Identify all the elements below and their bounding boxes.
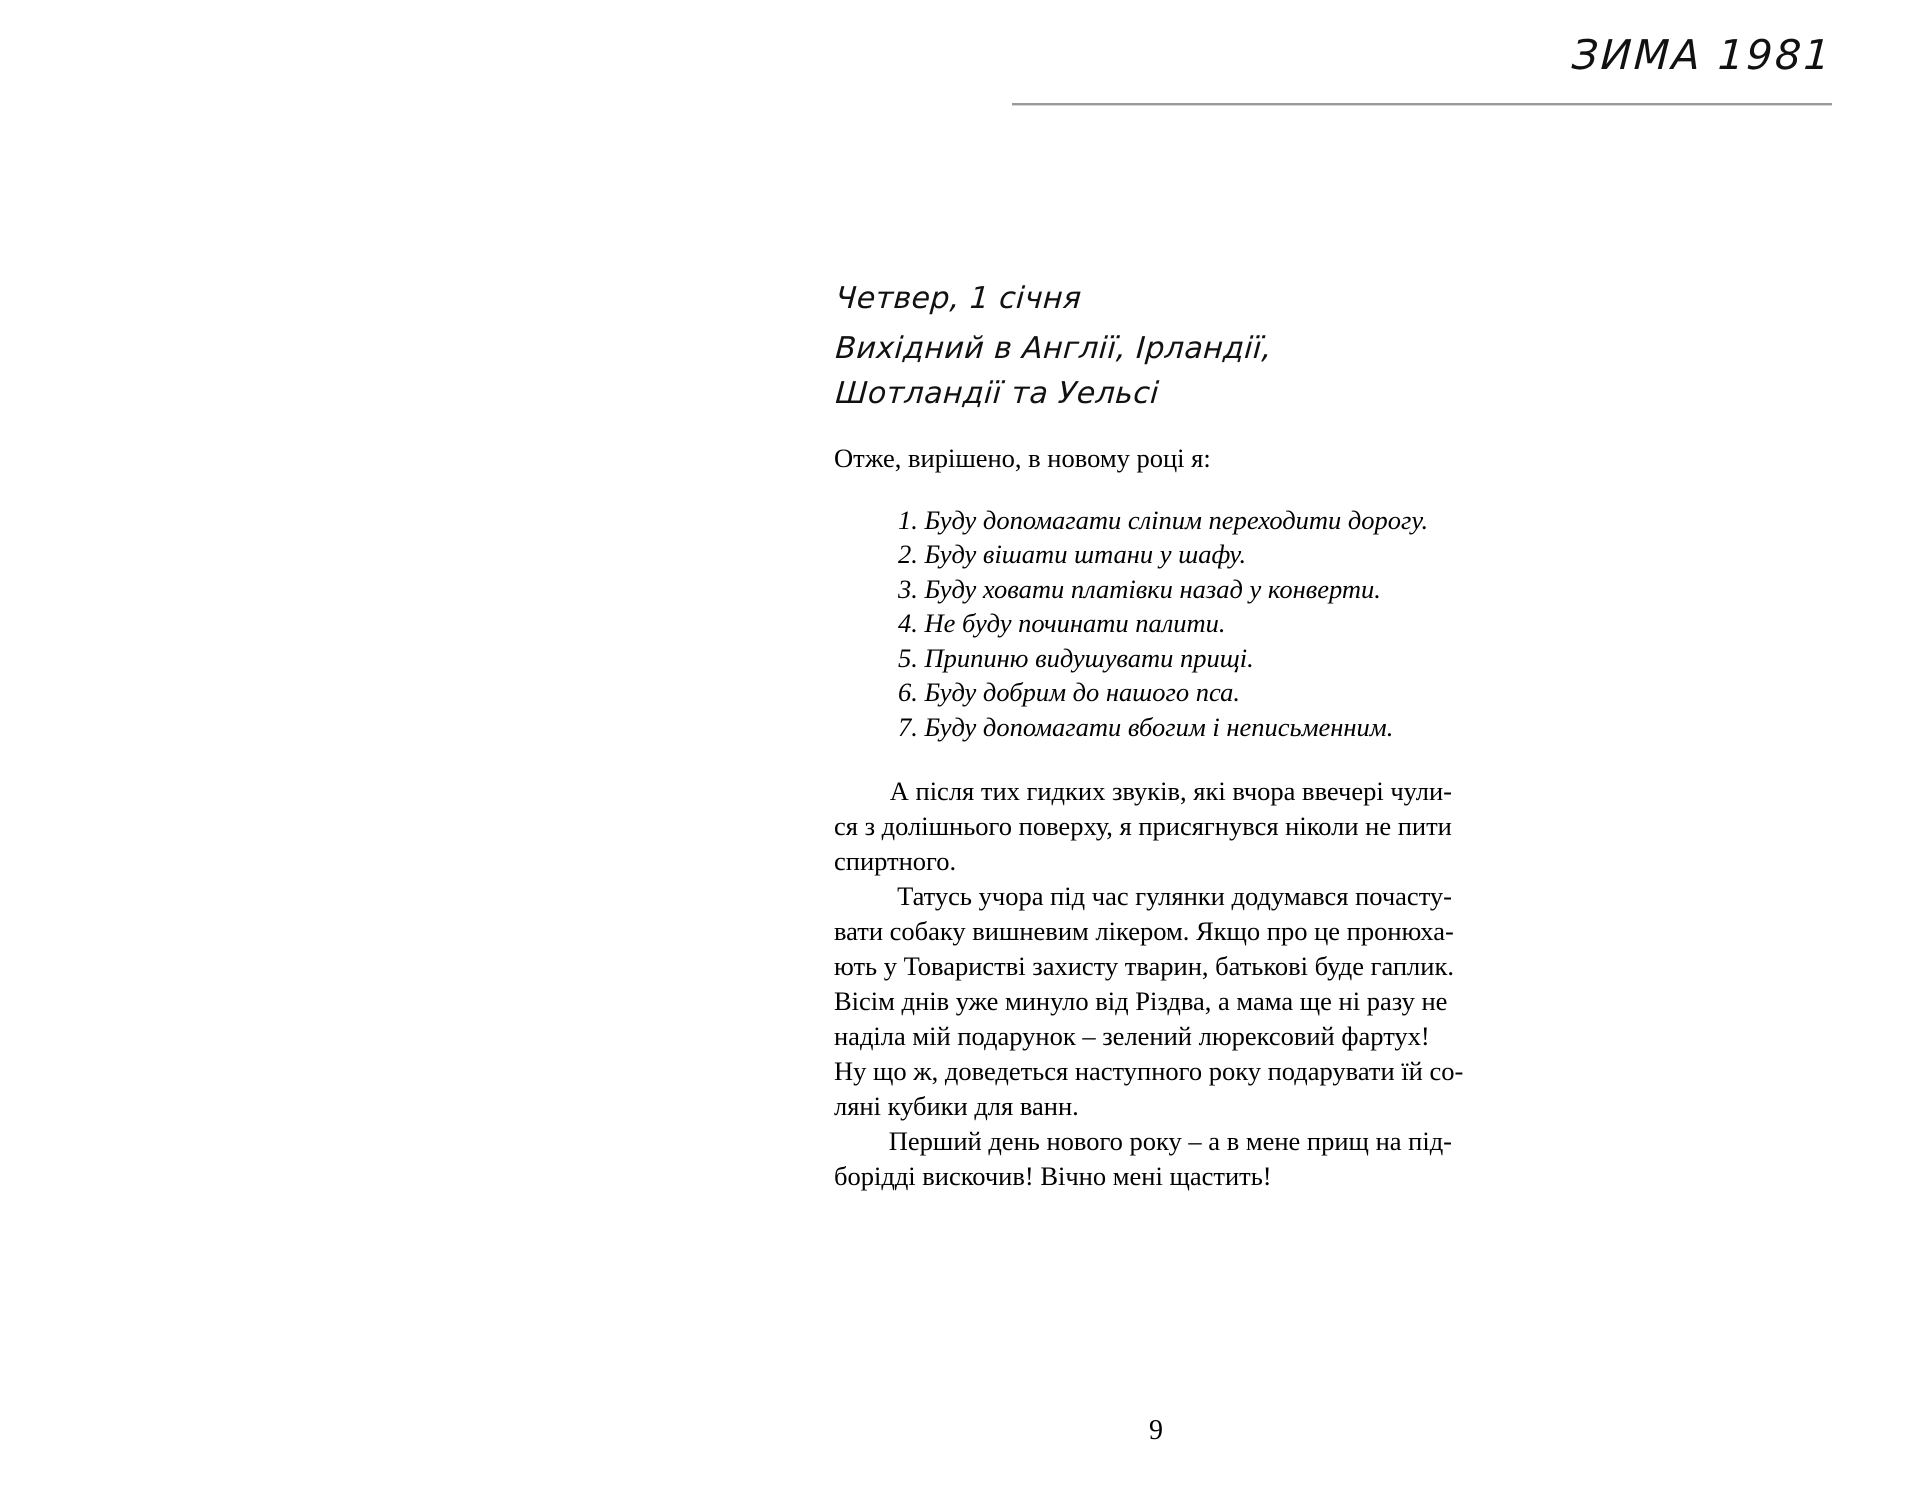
list-item-number: 3. xyxy=(898,573,918,604)
first-line-indent xyxy=(834,879,878,914)
paragraph-line-text: Татусь учора під час гулянки додумався почасту- xyxy=(897,881,1452,911)
list-item-number: 5. xyxy=(898,642,918,673)
paragraph-line: ся з долішнього поверху, я присягнувся ніколи не пити xyxy=(834,811,1452,841)
paragraph-line: борідді вискочив! Вічно мені щастить! xyxy=(834,1161,1272,1191)
list-item-number: 2. xyxy=(898,539,918,569)
list-item-text: Припиню видушувати прищі. xyxy=(924,642,1254,673)
text-column xyxy=(834,272,1464,1194)
paragraph-line: наділа мій подарунок – зелений люрексовий фартух! xyxy=(834,1021,1430,1051)
list-item-number: 7. xyxy=(898,711,918,742)
paragraph xyxy=(834,1124,1452,1194)
list-item xyxy=(834,606,1452,641)
paragraph-line: Ну що ж, доведеться наступного року подарувати їй со- xyxy=(834,1056,1464,1086)
list-item-text: Не буду починати палити. xyxy=(924,608,1226,638)
first-line-indent xyxy=(834,1124,878,1159)
list-item-number: 6. xyxy=(898,677,918,707)
list-item-text: Буду ховати платівки назад у конверти. xyxy=(924,573,1381,604)
entry-holiday-line-1: Вихідний в Англії, Ірландії, xyxy=(834,331,1274,366)
entry-holiday-line-2: Шотландії та Уельсі xyxy=(834,376,1161,411)
paragraph-line-text: А після тих гидких звуків, які вчора ввечері чули- xyxy=(889,776,1452,806)
paragraph xyxy=(834,879,1464,1124)
page-folio xyxy=(0,1415,1920,1447)
list-item-number: 4. xyxy=(898,608,918,638)
list-item-number: 1. xyxy=(898,504,918,535)
body-paragraphs xyxy=(834,774,1464,1194)
paragraph-line: ють у Товаристві захисту тварин, батькові буде гаплик. xyxy=(834,951,1454,981)
list-item-text: Буду допомагати сліпим переходити дорогу. xyxy=(924,504,1429,535)
list-item xyxy=(834,503,1452,538)
paragraph-line xyxy=(834,879,1452,914)
running-header-title: ЗИМА 1981 xyxy=(1570,31,1834,79)
paragraph xyxy=(834,774,1452,879)
list-item xyxy=(834,572,1452,607)
paragraph-line: вати собаку вишневим лікером. Якщо про це пронюха- xyxy=(834,916,1454,946)
resolutions-list xyxy=(834,503,1452,745)
first-line-indent xyxy=(834,774,878,809)
paragraph-line: спиртного. xyxy=(834,846,957,876)
header-divider-rule xyxy=(1012,103,1832,106)
entry-date-line: Четвер, 1 січня xyxy=(834,281,1083,316)
list-item-text: Буду добрим до нашого пса. xyxy=(924,677,1240,707)
list-item xyxy=(834,641,1452,676)
list-item-text: Буду допомагати вбогим і неписьменним. xyxy=(924,711,1394,742)
paragraph-line xyxy=(834,774,1452,809)
list-item xyxy=(834,675,1452,710)
paragraph-line-text: Перший день нового року – а в мене прищ на під- xyxy=(888,1126,1452,1156)
list-item xyxy=(834,537,1452,572)
list-item xyxy=(834,710,1452,745)
page-number: 9 xyxy=(1149,1415,1163,1446)
resolutions-intro-line: Отже, вирішено, в новому році я: xyxy=(834,443,1211,473)
diary-entry-heading xyxy=(834,272,1452,416)
paragraph-line: ляні кубики для ванн. xyxy=(834,1091,1079,1121)
list-item-text: Буду вішати штани у шафу. xyxy=(924,539,1247,569)
running-header xyxy=(1012,31,1834,79)
paragraph-line: Вісім днів уже минуло від Різдва, а мама ще ні разу не xyxy=(834,986,1448,1016)
paragraph-line xyxy=(834,1124,1452,1159)
